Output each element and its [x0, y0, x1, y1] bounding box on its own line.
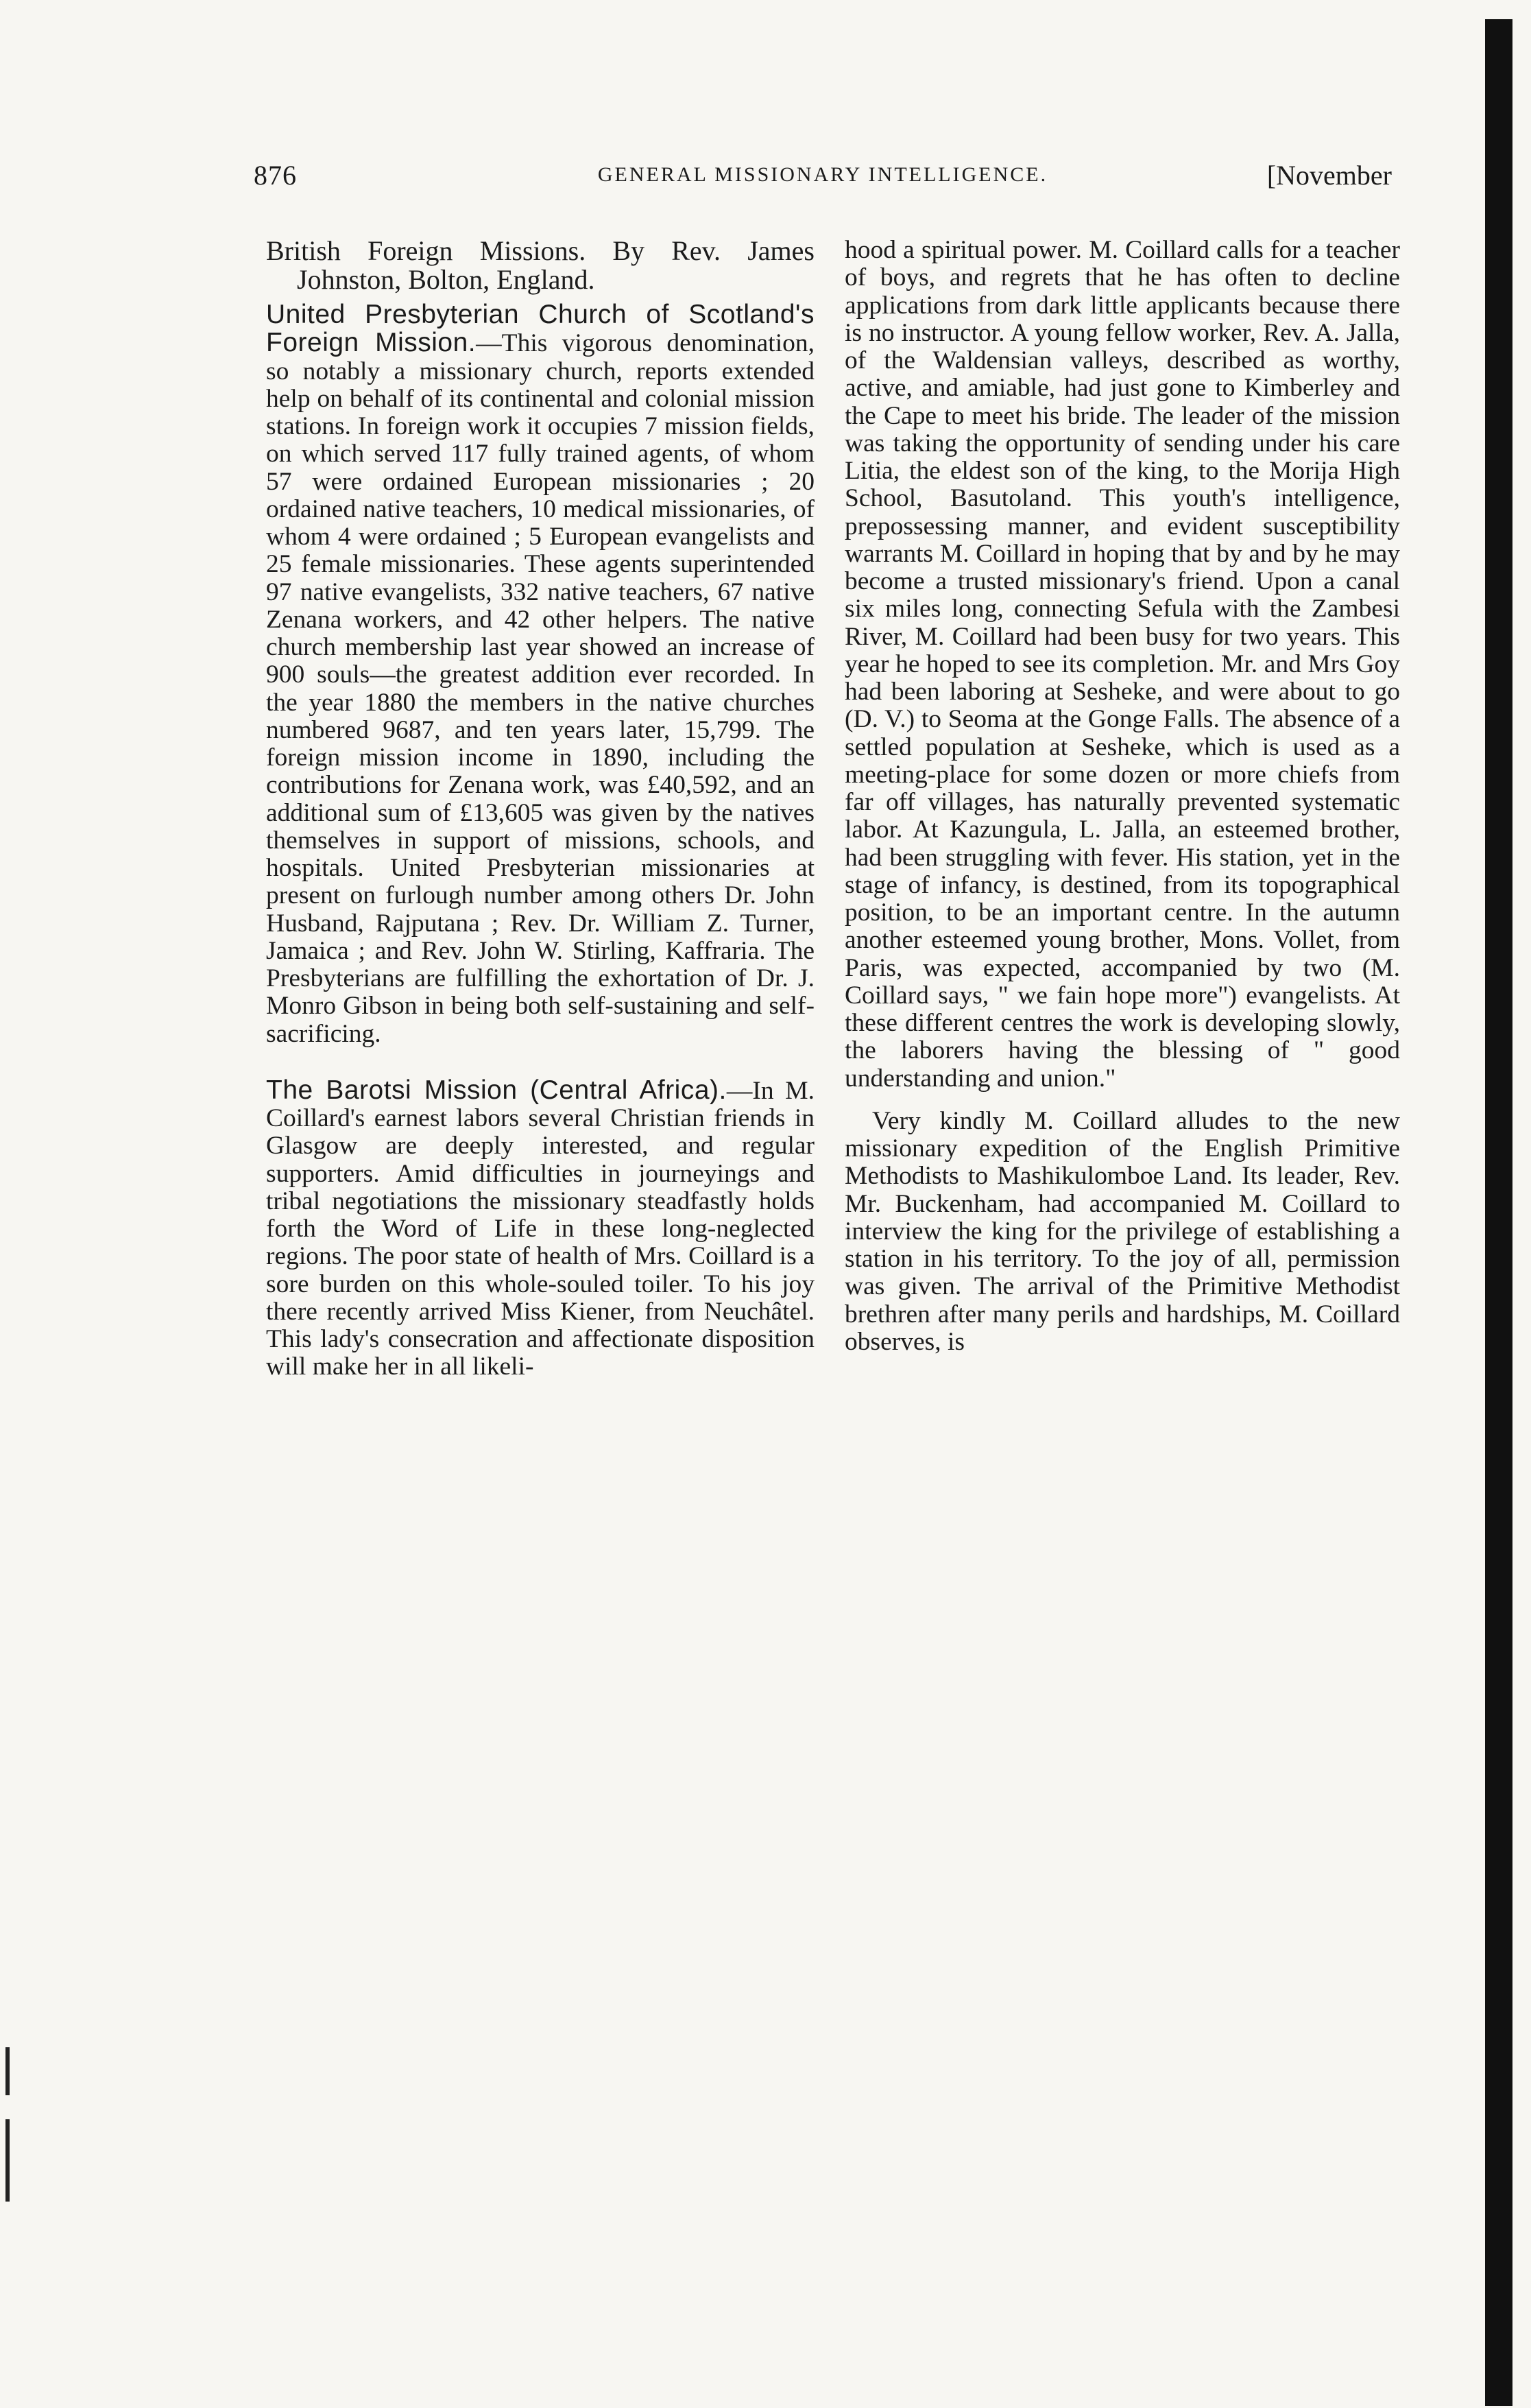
- section-heading: The Barotsi Mission (Central Africa).: [266, 1075, 727, 1105]
- article-byline: British Foreign Missions. By Rev. James Johnston, Bolton, England.: [266, 235, 815, 295]
- section-gap: [266, 1048, 815, 1077]
- paragraph: Very kindly M. Coillard alludes to the new missionary expedition of the English Primitive Methodists to Mashikulomboe Land. Its leader, Rev. Mr. Buckenham, had accompanied M. Coillard to interview the king for the privilege of establishing a station in his territory. To the joy of all, permission was given. The arrival of the Primitive Methodist brethren after many perils and hardships, M. Coillard observes, is: [845, 1106, 1400, 1356]
- page-header: [254, 159, 1392, 200]
- section-body: —In M. Coillard's earnest labors several Christian friends in Glasgow are deeply interested, and regular supporters. Amid difficulties in journeyings and tribal negotiations the missionary steadfastly holds forth the Word of Life in these long-neglected regions. The poor state of health of Mrs. Coillard is a sore burden on this whole-souled toiler. To his joy there recently arrived Miss Kiener, from Neuchâtel. This lady's consecration and affectionate disposition will make her in all likeli-: [266, 1076, 815, 1381]
- right-column: [845, 237, 1400, 1356]
- running-title: GENERAL MISSIONARY INTELLIGENCE.: [597, 163, 1048, 186]
- section-barotsi: [266, 1077, 815, 1381]
- page-number: 876: [254, 160, 297, 191]
- scan-edge-mark: [5, 2119, 10, 2202]
- left-column: [266, 237, 815, 1381]
- section-presbyterian: [266, 301, 815, 1048]
- scan-edge-bar: [1485, 19, 1512, 2406]
- section-heading: United Presbyterian Church of Scotland's Foreign Mission.: [266, 300, 815, 358]
- paragraph: hood a spiritual power. M. Coillard calls for a teacher of boys, and regrets that he has often to decline applications from dark little applicants because there is no instructor. A young fellow worker, Rev. A. Jalla, of the Waldensian valleys, described as worthy, active, and amiable, had just gone to Kimberley and the Cape to meet his bride. The leader of the mission was taking the opportunity of sending under his care Litia, the eldest son of the king, to the Morija High School, Basutoland. This youth's intelligence, prepossessing manner, and evident susceptibility warrants M. Coillard in hoping that by and by he may become a trusted missionary's friend. Upon a canal six miles long, connecting Sefula with the Zambesi River, M. Coillard had been busy for two years. This year he hoped to see its completion. Mr. and Mrs Goy had been laboring at Sesheke, and were about to go (D. V.) to Seoma at the Gonge Falls. The absence of a settled population at Sesheke, which is used as a meeting-place for some dozen or more chiefs from far off villages, has naturally prevented systematic labor. At Kazungula, L. Jalla, an esteemed brother, had been struggling with fever. His station, yet in the stage of infancy, is destined, from its topographical position, to be an important centre. In the autumn another esteemed young brother, Mons. Vollet, from Paris, was expected, accompanied by two (M. Coillard says, " we fain hope more") evangelists. At these different centres the work is developing slowly, the laborers having the blessing of " good understanding and union.": [845, 236, 1400, 1093]
- section-body: —This vigorous denomination, so notably a missionary church, reports extended help on behalf of its continental and colonial mission stations. In foreign work it occupies 7 mission fields, on which served 117 fully trained agents, of whom 57 were ordained European missionaries ; 20 ordained native teachers, 10 medical missionaries, of whom 4 were ordained ; 5 European evangelists and 25 female missionaries. These agents superintended 97 native evangelists, 332 native teachers, 67 native Zenana workers, and 42 other helpers. The native church membership last year showed an increase of 900 souls—the greatest addition ever recorded. In the year 1880 the members in the native churches numbered 9687, and ten years later, 15,799. The foreign mission income in 1890, including the contributions for Zenana work, was £40,592, and an additional sum of £13,605 was given by the natives themselves in support of missions, schools, and hospitals. United Presbyterian missionaries at present on furlough number among others Dr. John Husband, Rajputana ; Rev. Dr. William Z. Turner, Jamaica ; and Rev. John W. Stirling, Kaffraria. The Presbyterians are fulfilling the exhortation of Dr. J. Monro Gibson in being both self-sustaining and self-sacrificing.: [266, 329, 815, 1048]
- scan-edge-mark: [5, 2047, 10, 2095]
- header-date: [November: [1266, 160, 1392, 191]
